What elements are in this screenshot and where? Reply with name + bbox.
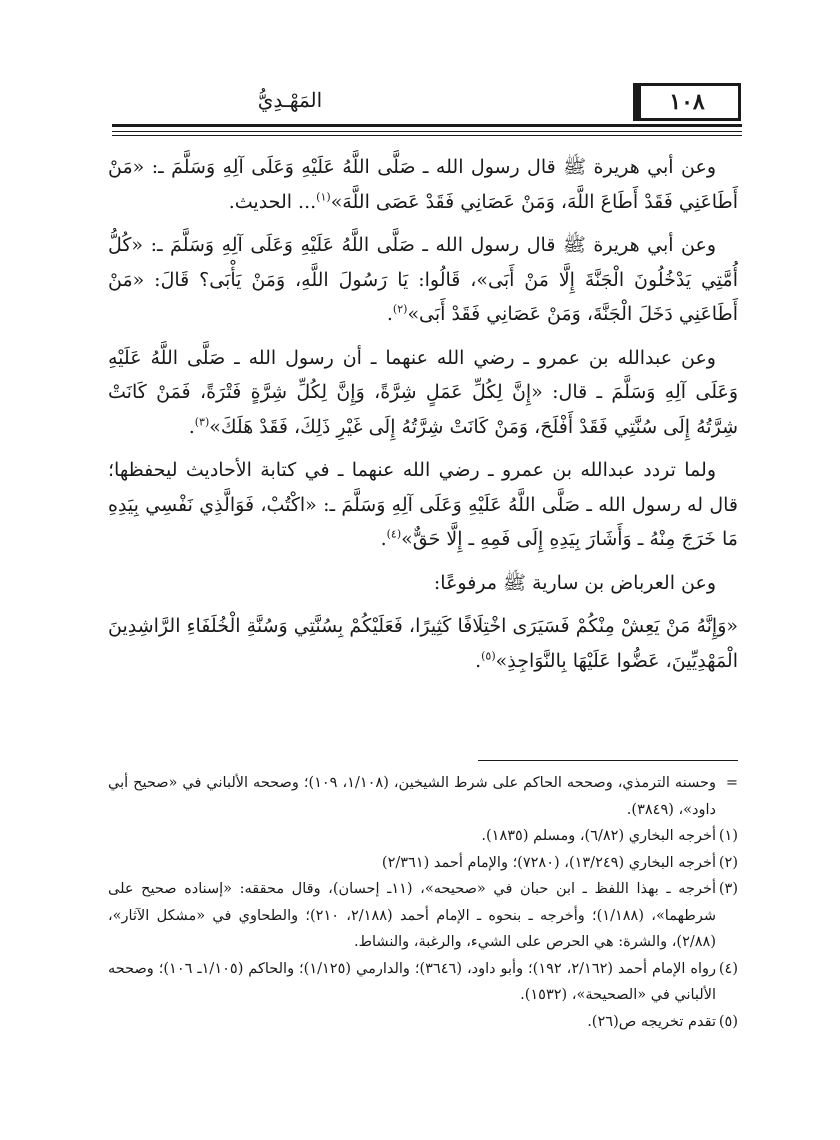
paragraph-text: وعن عبدالله بن عمرو ـ رضي الله عنهما ـ أن رسول الله ـ صَلَّى اللَّهُ عَلَيْهِ وَعَلَى آلِهِ وَسَلَّمَ ـ قال: «إِنَّ لِكُلِّ عَمَلٍ شِرَّةً، وَإِنَّ لِكُلِّ شِرَّةٍ فَتْرَةً، فَمَنْ كَانَتْ شِرَّتُهُ إِلَى سُنَّتِي فَقَدْ أَفْلَحَ، وَمَنْ كَانَتْ شِرَّتُهُ إِلَى غَيْرِ ذَلِكَ، فَقَدْ هَلَكَ» [108, 346, 738, 438]
footnote [108, 850, 738, 877]
paragraph-tail: . [475, 649, 482, 672]
footnote [108, 956, 738, 1009]
page-number: ١٠٨ [669, 89, 705, 115]
paragraph [108, 341, 738, 445]
paragraph [108, 566, 738, 601]
paragraph-text: ولما تردد عبدالله بن عمرو ـ رضي الله عنهما ـ في كتابة الأحاديث ليحفظها؛ قال له رسول الله ـ صَلَّى اللَّهُ عَلَيْهِ وَعَلَى آلِهِ وَسَلَّمَ ـ: «اكْتُبْ، فَوَالَّذِي نَفْسِي بِيَدِهِ مَا خَرَجَ مِنْهُ ـ وَأَشَارَ بِيَدِهِ إِلَى فَمِهِ ـ إِلَّا حَقٌّ» [108, 459, 738, 550]
footnote-ref: (٤) [386, 527, 402, 541]
footnote-text: وحسنه الترمذي، وصححه الحاكم على شرط الشيخين، (١/١٠٨، ١٠٩)؛ وصححه الألباني في «صحيح أبي داود»، (٣٨٤٩). [108, 775, 716, 818]
footnotes [108, 770, 738, 1035]
footnote-number: (٣) [718, 881, 738, 897]
footnote-number: = [725, 775, 738, 791]
footnote-number: (٢) [718, 854, 738, 871]
paragraph [108, 453, 738, 557]
footnote-number: (١) [718, 828, 738, 844]
footnote-ref: (٥) [481, 649, 496, 663]
main-text [108, 150, 738, 687]
footnote [108, 770, 738, 823]
paragraph-tail: . [188, 415, 195, 438]
paragraph-text: وعن العرباض بن سارية ﷺ مرفوعًا: [433, 571, 716, 594]
footnote-text: أخرجه ـ بهذا اللفظ ـ ابن حبان في «صحيحه»، (١١ـ إحسان)، وقال محققه: «إسناده صحيح على شرطهما»، (١/١٨٨)؛ وأخرجه ـ بنحوه ـ الإمام أحمد (٢/١٨٨، ٢١٠)؛ والطحاوي في «مشكل الآثار»، (٢/٨٨)، والشرة: هي الحرص على الشيء، والرغبة، والنشاط. [108, 881, 716, 950]
paragraph [108, 150, 738, 219]
footnote-ref: (٢) [392, 302, 408, 316]
paragraph [108, 609, 738, 678]
footnote-number: (٤) [718, 960, 738, 977]
footnote [108, 1009, 738, 1036]
footnote [108, 823, 738, 850]
footnote-text: رواه الإمام أحمد (٢/١٦٢، ١٩٢)؛ وأبو داود، (٣٦٤٦)؛ والدارمي (١/١٢٥)؛ والحاكم (١/١٠٥ـ ١٠٦)؛ وصححه الألباني في «الصحيحة»، (١٥٣٢). [108, 960, 717, 1003]
header-rule-thin-2 [112, 135, 742, 136]
footnote-text: أخرجه البخاري (٦/٨٢)، ومسلم (١٨٣٥). [481, 828, 716, 844]
footnote-number: (٥) [718, 1013, 738, 1030]
footnote [108, 876, 738, 956]
paragraph-tail: ... الحديث. [228, 190, 317, 213]
footnote-ref: (٣) [194, 415, 210, 429]
header-rule-thick [112, 124, 742, 127]
paragraph-text: وعن أبي هريرة ﷺ قال رسول الله ـ صَلَّى اللَّهُ عَلَيْهِ وَعَلَى آلِهِ وَسَلَّمَ ـ: «مَنْ أَطَاعَنِي فَقَدْ أَطَاعَ اللَّهَ، وَمَنْ عَصَانِي فَقَدْ عَصَى اللَّهَ» [108, 156, 738, 213]
header-rule-thin [112, 131, 742, 132]
paragraph-tail: . [380, 528, 387, 550]
paragraph-text: وعن أبي هريرة ﷺ قال رسول الله ـ صَلَّى اللَّهُ عَلَيْهِ وَعَلَى آلِهِ وَسَلَّمَ ـ: «كُلُّ أُمَّتِي يَدْخُلُونَ الْجَنَّةَ إِلَّا مَنْ أَبَى»، قَالُوا: يَا رَسُولَ اللَّهِ، وَمَنْ يَأْبَى؟ قَالَ: «مَنْ أَطَاعَنِي دَخَلَ الْجَنَّةَ، وَمَنْ عَصَانِي فَقَدْ أَبَى» [108, 234, 738, 325]
footnote-text: تقدم تخريجه ص(٢٦). [587, 1013, 716, 1030]
paragraph [108, 228, 738, 332]
footnote-text: أخرجه البخاري (١٣/٢٤٩)، (٧٢٨٠)؛ والإمام أحمد (٢/٣٦١) [381, 854, 716, 871]
paragraph-text: «وَإِنَّهُ مَنْ يَعِشْ مِنْكُمْ فَسَيَرَى اخْتِلَافًا كَثِيرًا، فَعَلَيْكُمْ بِسُنَّتِي وَسُنَّةِ الْخُلَفَاءِ الرَّاشِدِينَ الْمَهْدِيِّينَ، عَضُّوا عَلَيْهَا بِالنَّوَاجِذِ» [108, 615, 738, 672]
page-number-box [633, 83, 741, 121]
paragraph-tail: . [386, 303, 393, 325]
running-header-title: المَهْـدِيُّ [257, 88, 323, 112]
footnote-separator [478, 760, 738, 761]
footnote-ref: (١) [316, 190, 331, 204]
